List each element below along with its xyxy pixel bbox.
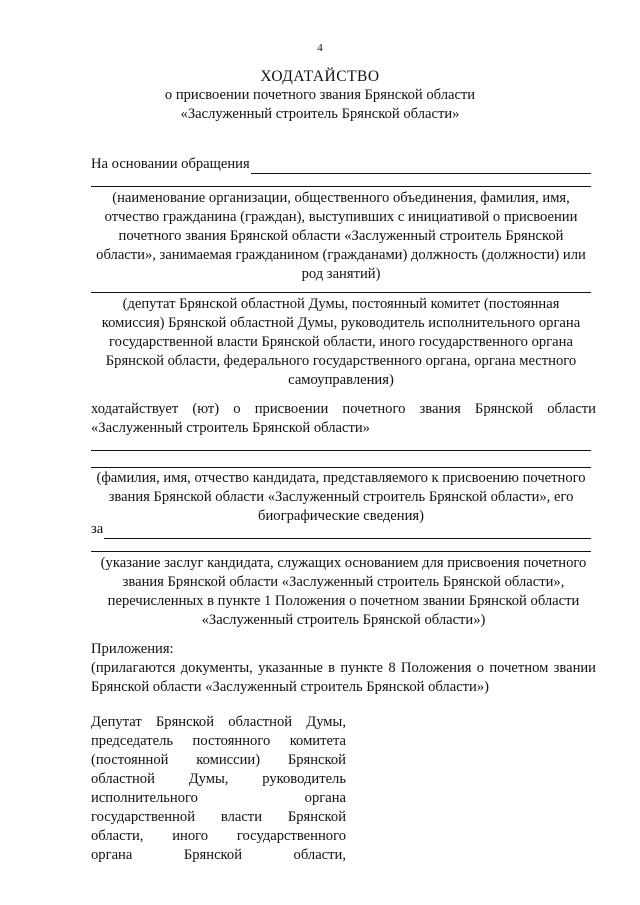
basis-caption: (наименование организации, общественного объединения, фамилия, имя, отчество гражданина (граждан), выступивших с инициативой о присвоении почетного звания Брянской области «Заслуженный строитель Брянской области», занимаемая гражданином (гражданами) должность (должности) или род занятий) xyxy=(96,190,586,282)
merits-label: за xyxy=(91,521,104,537)
merits-field xyxy=(91,520,591,539)
candidate-blank-line-2[interactable] xyxy=(91,467,591,468)
signature-line: государственной власти Брянской xyxy=(91,809,346,825)
signature-line: Депутат Брянской областной Думы, xyxy=(91,714,346,730)
signature-line: председатель постоянного комитета xyxy=(91,733,346,749)
document-subtitle-2: «Заслуженный строитель Брянской области» xyxy=(180,106,460,122)
basis-blank-line-2[interactable] xyxy=(91,186,591,187)
signature-line: области, иного государственного xyxy=(91,828,346,844)
signature-line: исполнительного органа xyxy=(91,790,346,806)
basis-field xyxy=(91,155,591,174)
merits-blank-line-2[interactable] xyxy=(91,551,591,552)
candidate-blank-line-1[interactable] xyxy=(91,450,591,451)
document-header xyxy=(0,67,640,124)
merits-caption: (указание заслуг кандидата, служащих основанием для присвоения почетного звания Брянской области «Заслуженный строитель Брянской области», перечисленных в пункте 1 Положения о почетном звании Брянской области «Заслуженный строитель Брянской области») xyxy=(100,555,587,628)
petitioner-blank-line[interactable] xyxy=(91,292,591,293)
merits-blank-line[interactable] xyxy=(104,523,591,539)
basis-blank-line[interactable] xyxy=(251,158,591,174)
attachments-label: Приложения: xyxy=(91,641,174,657)
page-number: 4 xyxy=(317,42,323,54)
signature-block xyxy=(91,713,346,865)
document-subtitle-1: о присвоении почетного звания Брянской области xyxy=(164,87,476,103)
document-title: ХОДАТАЙСТВО xyxy=(260,68,380,85)
basis-label: На основании обращения xyxy=(91,156,250,172)
candidate-caption: (фамилия, имя, отчество кандидата, представляемого к присвоению почетного звания Брянской области «Заслуженный строитель Брянской области», его биографические сведения) xyxy=(96,470,586,524)
signature-line: органа Брянской области, xyxy=(91,847,346,863)
signature-line: (постоянной комиссии) Брянской xyxy=(91,752,346,768)
petition-text: ходатайствует (ют) о присвоении почетного звания Брянской области «Заслуженный строитель Брянской области» xyxy=(91,401,596,436)
petitioner-caption: (депутат Брянской областной Думы, постоянный комитет (постоянная комиссия) Брянской областной Думы, руководитель исполнительного органа государственной власти Брянской области, иного государственного органа Брянской области, федерального государственного органа, органа местного самоуправления) xyxy=(101,296,581,388)
signature-line: областной Думы, руководитель xyxy=(91,771,346,787)
attachments-text: (прилагаются документы, указанные в пункте 8 Положения о почетном звании Брянской области «Заслуженный строитель Брянской области») xyxy=(91,660,596,695)
